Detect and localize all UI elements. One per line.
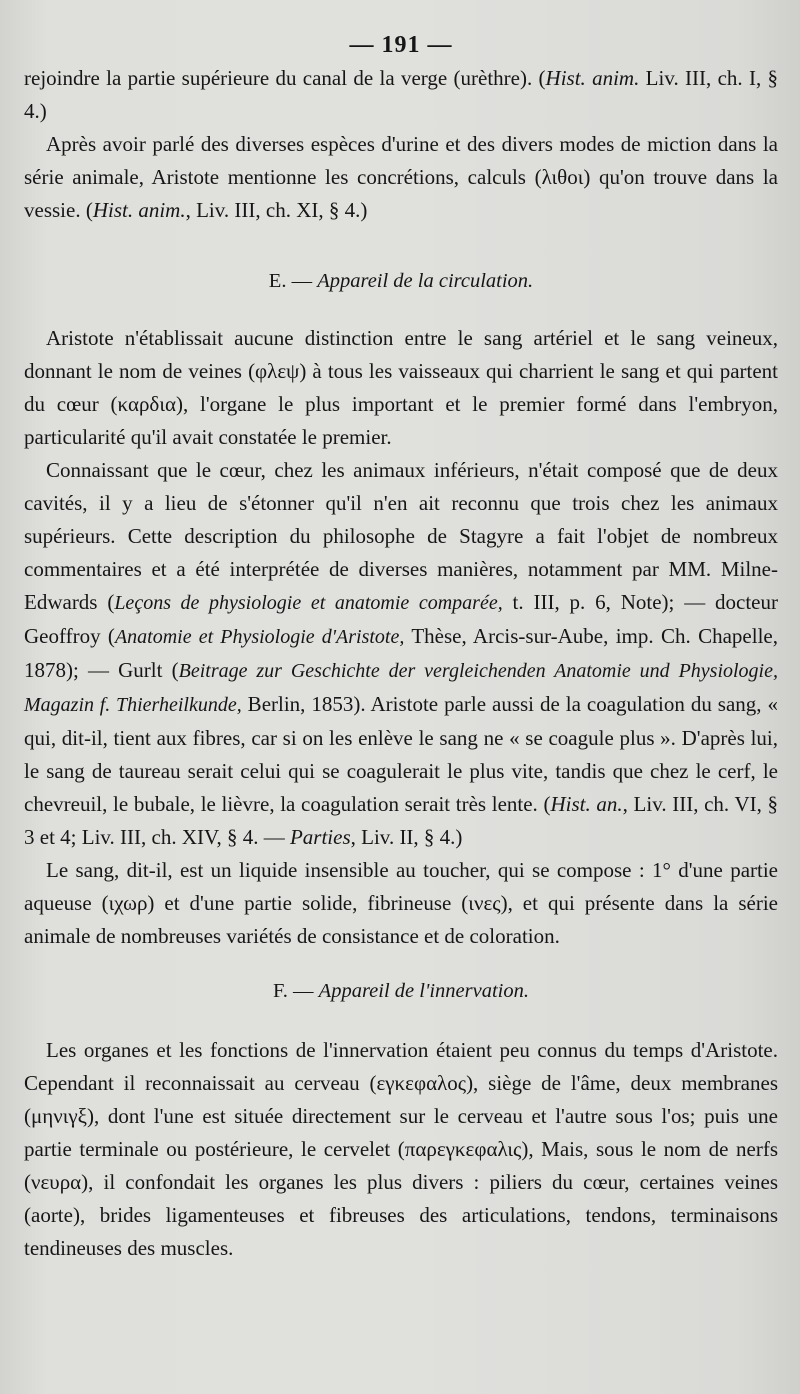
section-letter: E. — [268,270,318,292]
citation-italic: Parties [289,825,351,849]
section-title-italic: Appareil de l'innervation. [318,980,529,1002]
page-number: — 191 — [349,32,453,58]
text-run: t. III, p. 6, Note); — docteur Geoffroy ( [24,590,778,648]
section-letter: F. — [273,980,319,1002]
text-run: , Liv. III, ch. VI, § 3 et 4; Liv. III, ch. XIV, § 4. — [24,792,779,849]
citation-italic: Hist. an. [550,792,623,816]
citation-italic: Hist. anim. [92,198,186,222]
section-heading-circulation [24,265,778,298]
text-run: , Liv. III, ch. XI, § 4.) [185,198,368,222]
text-run: Berlin, 1853). Aristote parle aussi de la coagulation du sang, « qui, dit-il, tient aux fibres, car si on les enlève le sang ne « se coagule plus ». D'après lui, le sang de taureau serait celui qui se coagulerait le plus vite, tandis que chez le cerf, le chevreuil, le bubale, le lièvre, la coagulation serait très lente. ( [24,692,778,816]
paragraph-veins-heart: Aristote n'établissait aucune distinction entre le sang artériel et le sang veineux, donnant le nom de veines (φλεψ) à tous les vaisseaux qui charrient le sang et qui partent du cœur (καρδια), l'organe le plus important et le premier formé dans l'embryon, particularité qu'il avait constatée le premier. [24,326,778,449]
text-run: Après avoir parlé des diverses espèces d'urine et des divers modes de miction dans la série animale, Aristote mentionne les concrétions, calculs (λιθοι) qu'on trouve dans la vessie. ( [24,132,778,222]
paragraph-urethra [24,62,778,128]
section-title-italic: Appareil de la circulation. [317,270,534,292]
citation-italic: Beitrage zur Geschichte der vergleichenden Anatomie und Physiologie, Magazin f. Thierheilkunde, [24,660,778,716]
paragraph-blood-composition: Le sang, dit-il, est un liquide insensible au toucher, qui se compose : 1° d'une partie aqueuse (ιχωρ) et d'une partie solide, fibrineuse (ινες), et qui présente dans la série animale de nombreuses variétés de consistance et de coloration. [24,858,778,948]
section-heading-innervation [24,975,778,1008]
paragraph-innervation: Les organes et les fonctions de l'innervation étaient peu connus du temps d'Aristote. Cependant il reconnaissait au cerveau (εγκεφαλος), siège de l'âme, deux membranes (μηνιγξ), dont l'une est située directement sur le cerveau et l'autre sous l'os; puis une partie terminale ou postérieure, le cervelet (παρεγκεφαλις), Mais, sous le nom de nerfs (νευρα), il confondait les organes les plus divers : piliers du cœur, certaines veines (aorte), brides ligamenteuses et fibreuses des articulations, tendons, terminaisons tendineuses des muscles. [24,1038,778,1260]
text-run: Thèse, Arcis-sur-Aube, imp. Ch. Chapelle, 1878); — Gurlt ( [24,624,778,682]
citation-italic: Anatomie et Physiologie d'Aristote, [114,626,405,648]
paragraph-heart-cavities [24,454,778,854]
paragraph-urine-calculi [24,128,778,227]
citation-italic: Hist. anim. [545,66,640,90]
citation-italic: Leçons de physiologie et anatomie comparée, [114,592,503,614]
text-run: Liv. III, ch. I, § 4.) [24,66,778,123]
text-run: Connaissant que le cœur, chez les animaux inférieurs, n'était composé que de deux cavités, il y a lieu de s'étonner qu'il n'en ait reconnu que trois chez les animaux supérieurs. Cette description du philosophe de Stagyre a fait l'objet de nombreux commentaires et a été interprétée de diverses manières, notamment par MM. Milne-Edwards ( [24,458,778,614]
text-run: rejoindre la partie supérieure du canal de la verge (urèthre). ( [24,66,546,90]
text-run: , Liv. II, § 4.) [350,825,463,849]
